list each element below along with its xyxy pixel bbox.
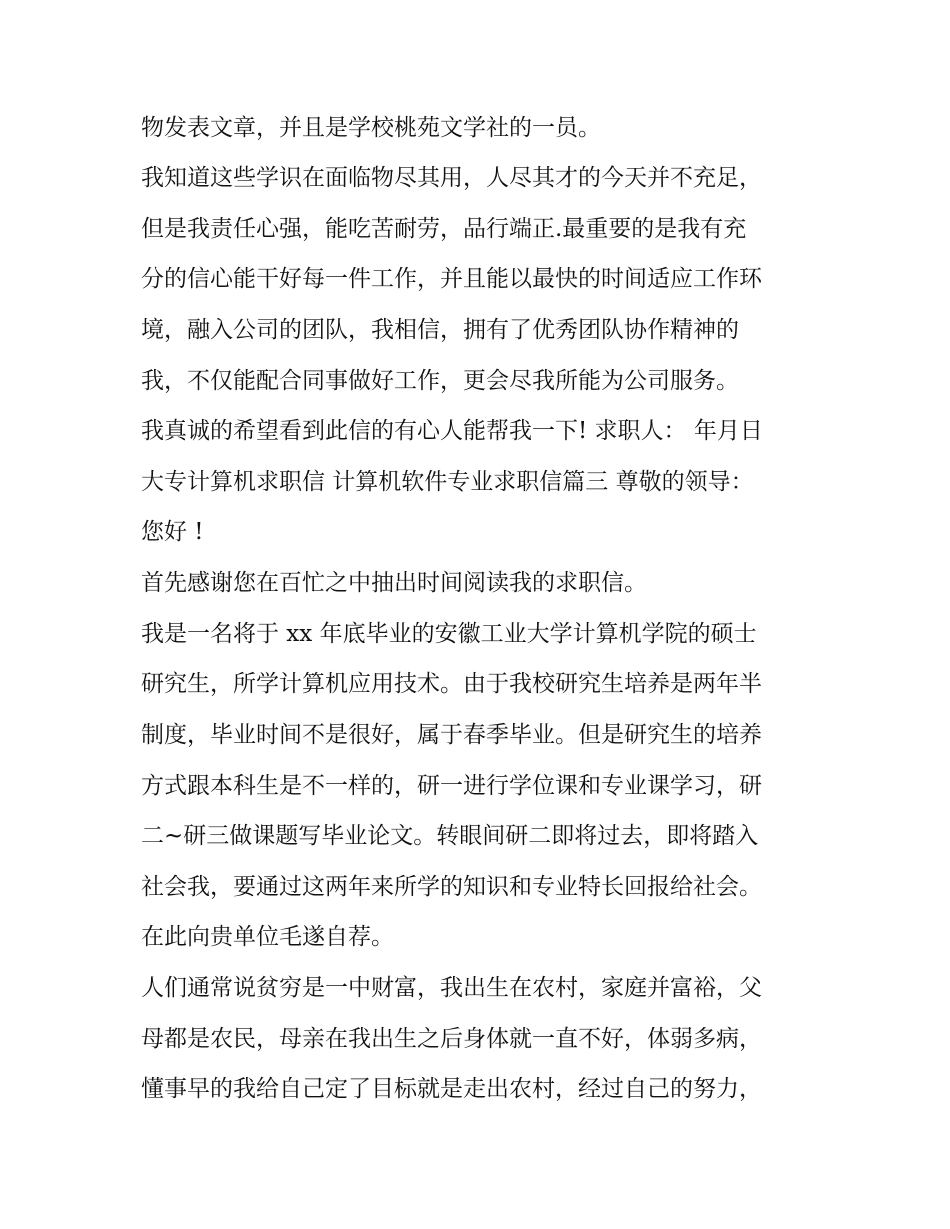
- text-line: 境，融入公司的团队，我相信，拥有了优秀团队协作精神的: [141, 317, 739, 343]
- text-line: 分的信心能干好每一件工作，并且能以最快的时间适应工作环: [141, 266, 762, 292]
- text-line: 人们通常说贫穷是一中财富，我出生在农村，家庭并富裕，父: [141, 975, 762, 1001]
- text-line: 社会我，要通过这两年来所学的知识和专业特长回报给社会。: [141, 874, 762, 900]
- text-line: 但是我责任心强，能吃苦耐劳，品行端正.最重要的是我有充: [141, 216, 747, 242]
- text-line: 母都是农民，母亲在我出生之后身体就一直不好，体弱多病，: [141, 1026, 762, 1052]
- text-line: 研究生，所学计算机应用技术。由于我校研究生培养是两年半: [141, 671, 762, 697]
- text-line: 大专计算机求职信 计算机软件专业求职信篇三 尊敬的领导：: [141, 469, 754, 495]
- text-line: 制度，毕业时间不是很好，属于春季毕业。但是研究生的培养: [141, 722, 762, 748]
- text-line: 首先感谢您在百忙之中抽出时间阅读我的求职信。: [141, 570, 647, 596]
- text-line: 懂事早的我给自己定了目标就是走出农村，经过自己的努力，: [141, 1076, 762, 1102]
- text-line: 您好 !: [141, 519, 204, 545]
- text-line: 方式跟本科生是不一样的，研一进行学位课和专业课学习，研: [141, 773, 762, 799]
- text-line: 二~研三做课题写毕业论文。转眼间研二即将过去，即将踏入: [141, 823, 759, 849]
- text-line: 在此向贵单位毛遂自荐。: [141, 924, 394, 950]
- text-line: 物发表文章，并且是学校桃苑文学社的一员。: [141, 115, 601, 141]
- text-line: 我知道这些学识在面临物尽其用，人尽其才的今天并不充足，: [141, 165, 762, 191]
- text-line: 我，不仅能配合同事做好工作，更会尽我所能为公司服务。: [141, 368, 739, 394]
- text-line: 我真诚的希望看到此信的有心人能帮我一下! 求职人： 年月日: [141, 418, 763, 444]
- text-line: 我是一名将于 xx 年底毕业的安徽工业大学计算机学院的硕士: [141, 621, 757, 647]
